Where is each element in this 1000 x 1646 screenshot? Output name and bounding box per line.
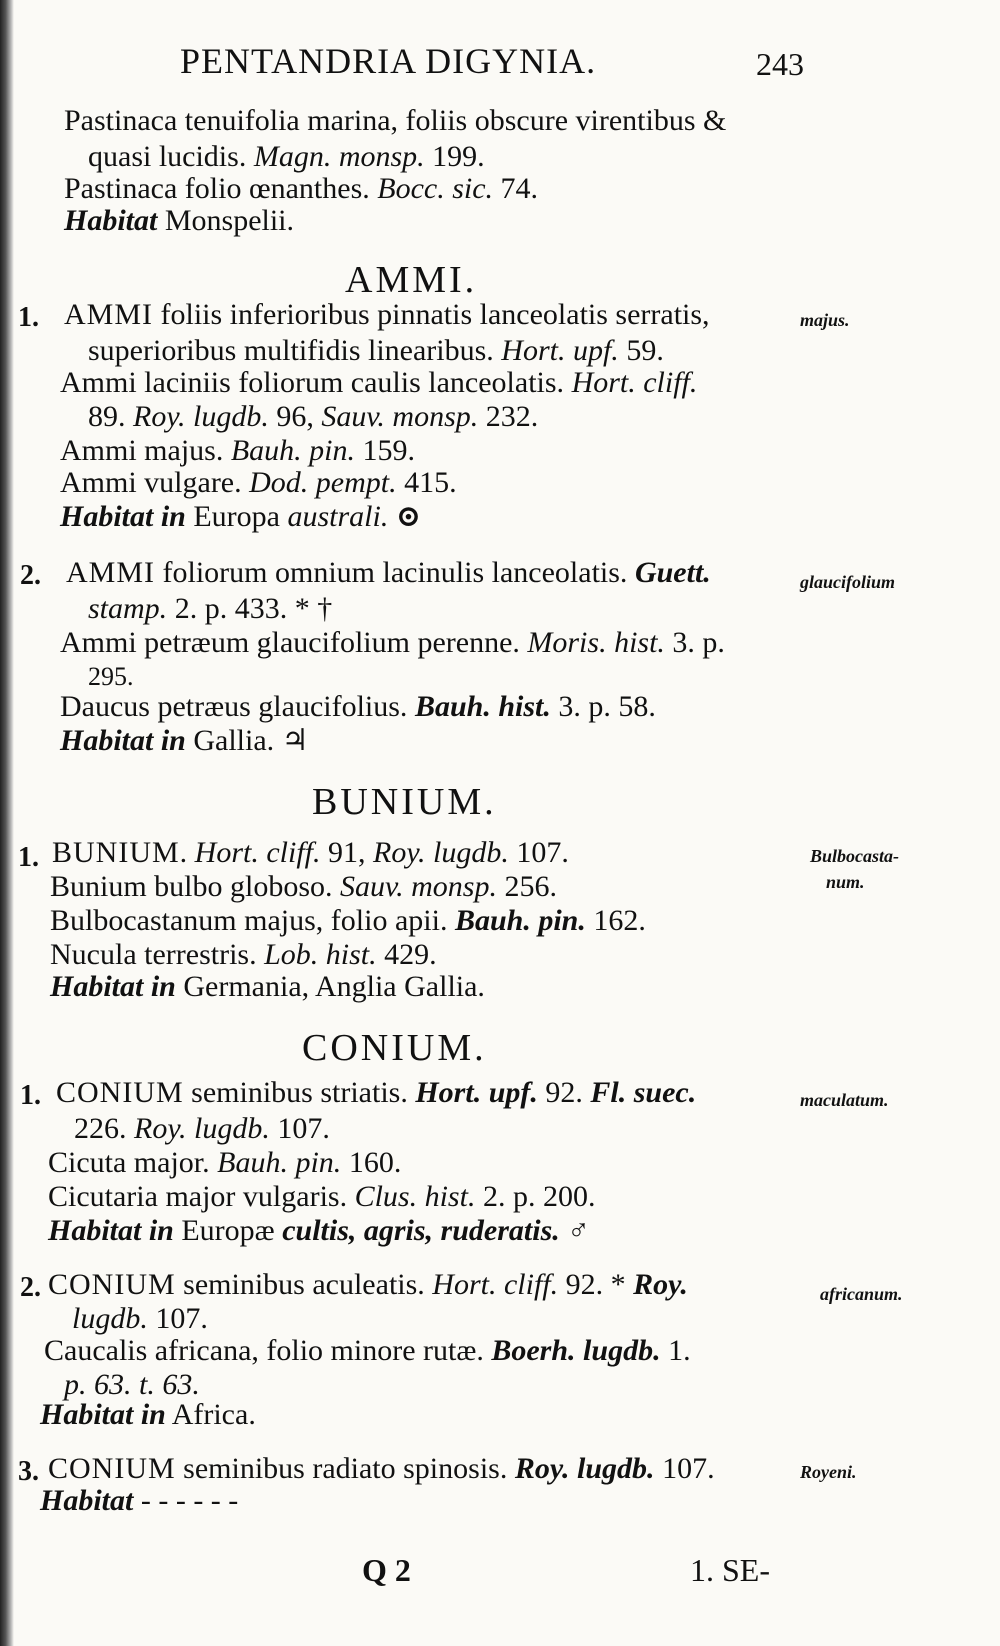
text: 3. p. [664, 626, 725, 659]
biennial-symbol: ♂ [559, 1214, 590, 1247]
text: quasi lucidis. [88, 140, 254, 173]
citation: Roy. lugdb. [514, 1452, 655, 1485]
citation: Magn. monsp. [253, 140, 425, 173]
text: australi. [287, 500, 389, 533]
citation: Hort. cliff. [571, 366, 698, 399]
species-name: AMMI [64, 298, 154, 331]
text: seminibus striatis. [183, 1076, 416, 1109]
text: 226. [74, 1112, 134, 1145]
text: 2. p. 433. * † [167, 592, 333, 625]
habitat-label: Habitat [64, 204, 158, 237]
species-name: CONIUM [48, 1452, 176, 1485]
text: 107. [654, 1452, 715, 1485]
signature-mark: Q 2 [362, 1552, 411, 1588]
text: foliorum omnium lacinulis lanceolatis. [155, 556, 635, 589]
citation: Roy. lugdb. [134, 1112, 270, 1145]
text: Monspelii. [157, 204, 295, 237]
conium-1-line-2 [74, 1112, 330, 1146]
text: - - - - - - [133, 1484, 239, 1517]
text: 1. [660, 1334, 691, 1367]
text: . [179, 836, 195, 869]
bunium-1-line-2 [50, 870, 557, 904]
citation: Sauv. monsp. [321, 400, 479, 433]
citation: Fl. suec. [590, 1076, 697, 1109]
text: Cicutaria major vulgaris. [48, 1180, 355, 1213]
text: 160. [341, 1146, 402, 1179]
text: Ammi laciniis foliorum caulis lanceolatis. [60, 366, 572, 399]
citation: Bauh. hist. [414, 690, 551, 723]
conium-2-line-3 [44, 1334, 691, 1368]
bunium-1-line-1 [52, 836, 569, 870]
text: Europa [185, 500, 288, 533]
pastinaca-line-3 [64, 172, 538, 206]
page-spine-shadow [0, 0, 14, 1646]
annual-symbol: ⊙ [388, 500, 421, 533]
text: Bulbocastanum majus, folio apii. [50, 904, 455, 937]
pastinaca-line-2 [88, 140, 485, 174]
text: Ammi majus. [60, 434, 231, 467]
habitat-label: Habitat in [60, 724, 186, 757]
text: 159. [355, 434, 416, 467]
conium-2-line-4 [64, 1368, 200, 1402]
citation: Hort. cliff. [194, 836, 321, 869]
conium-1-line-3 [48, 1146, 401, 1180]
running-head: PENTANDRIA DIGYNIA. [180, 41, 597, 81]
text: foliis inferioribus pinnatis lanceolatis serratis, [153, 298, 710, 331]
text: 92. [537, 1076, 591, 1109]
citation: Dod. pempt. [249, 466, 397, 499]
citation: Clus. hist. [354, 1180, 476, 1213]
text: seminibus radiato spinosis. [175, 1452, 515, 1485]
ammi-2-line-1 [66, 556, 711, 590]
genus-heading-conium: CONIUM. [302, 1027, 487, 1069]
genus-heading-ammi: AMMI. [345, 259, 478, 301]
text: 91, [320, 836, 374, 869]
citation: Roy. [633, 1268, 688, 1301]
text: Africa. [165, 1398, 256, 1431]
ammi-1-line-5 [60, 434, 415, 468]
citation: Lob. hist. [264, 938, 377, 971]
citation: Bocc. sic. [377, 172, 494, 205]
text: 107. [147, 1302, 208, 1335]
bunium-1-line-4 [50, 938, 437, 972]
species-number: 1. [18, 842, 39, 873]
trivial-name-royeni: Royeni. [800, 1462, 857, 1482]
ammi-2-line-5 [60, 690, 656, 724]
text: 59. [618, 334, 664, 367]
text: 92. * [558, 1268, 634, 1301]
conium-1-habitat [48, 1214, 590, 1248]
species-number: 3. [18, 1456, 39, 1487]
text: 2. p. 200. [475, 1180, 596, 1213]
citation: Roy. lugdb. [373, 836, 509, 869]
ammi-2-line-2 [88, 592, 332, 626]
perennial-symbol: ♃ [281, 724, 309, 757]
text: superioribus multifidis linearibus. [88, 334, 502, 367]
pastinaca-line-1 [64, 104, 726, 138]
text: 89. [88, 400, 133, 433]
species-name: CONIUM [56, 1076, 184, 1109]
citation: lugdb. [72, 1302, 148, 1335]
ammi-1-line-3 [60, 366, 697, 400]
species-number: 1. [18, 302, 39, 333]
ammi-2-line-4 [88, 660, 134, 694]
trivial-name-bulbocastanum-1: Bulbocasta- [810, 846, 900, 866]
text: 96, [268, 400, 322, 433]
habitat-label: Habitat in [60, 500, 186, 533]
citation: Roy. lugdb. [133, 400, 269, 433]
species-number: 2. [20, 560, 41, 591]
ammi-2-habitat [60, 724, 309, 758]
page-header [0, 40, 1000, 90]
text: seminibus aculeatis. [175, 1268, 433, 1301]
genus-heading-bunium: BUNIUM. [312, 781, 497, 823]
text: p. 63. t. 63. [64, 1368, 200, 1401]
citation: Sauv. monsp. [340, 870, 497, 903]
text: cultis, agris, ruderatis. [282, 1214, 560, 1247]
species-name: BUNIUM [52, 836, 180, 869]
habitat-label: Habitat in [48, 1214, 174, 1247]
ammi-1-habitat [60, 500, 421, 534]
bunium-1-line-3 [50, 904, 646, 938]
bunium-1-habitat [50, 970, 485, 1004]
conium-2-line-2 [72, 1302, 208, 1336]
text: 199. [424, 140, 485, 173]
text: 107. [508, 836, 569, 869]
species-name: AMMI [66, 556, 156, 589]
citation: Moris. hist. [527, 626, 665, 659]
species-name: CONIUM [48, 1268, 176, 1301]
text: 74. [493, 172, 539, 205]
citation: Guett. [634, 556, 711, 589]
text: Gallia. [185, 724, 282, 757]
species-number: 2. [20, 1272, 41, 1303]
catchword: 1. SE- [690, 1552, 770, 1588]
ammi-1-line-4 [88, 400, 538, 434]
conium-2-habitat [40, 1398, 256, 1432]
conium-1-line-1 [56, 1076, 696, 1110]
trivial-name-bulbocastanum-2: num. [826, 872, 865, 892]
citation: Bauh. pin. [454, 904, 586, 937]
text: 256. [496, 870, 557, 903]
citation: Hort. upf. [501, 334, 619, 367]
trivial-name-maculatum: maculatum. [800, 1090, 889, 1110]
citation: Boerh. lugdb. [491, 1334, 661, 1367]
pastinaca-habitat [64, 204, 294, 238]
citation: Hort. upf. [415, 1076, 538, 1109]
text: Nucula terrestris. [50, 938, 265, 971]
species-number: 1. [20, 1080, 41, 1111]
text: Ammi vulgare. [60, 466, 250, 499]
ammi-1-line-2 [88, 334, 664, 368]
text: Bunium bulbo globoso. [50, 870, 341, 903]
text: 295. [88, 662, 134, 691]
habitat-label: Habitat in [50, 970, 176, 1003]
habitat-label: Habitat [40, 1484, 134, 1517]
page-number: 243 [756, 46, 804, 82]
text: Germania, Anglia Gallia. [175, 970, 485, 1003]
text: 107. [269, 1112, 330, 1145]
ammi-1-line-6 [60, 466, 457, 500]
conium-1-line-4 [48, 1180, 595, 1214]
citation: Hort. cliff. [432, 1268, 559, 1301]
text: Europæ [173, 1214, 283, 1247]
text: Cicuta major. [48, 1146, 218, 1179]
text: Pastinaca folio œnanthes. [64, 172, 378, 205]
text: Caucalis africana, folio minore rutæ. [44, 1334, 492, 1367]
ammi-1-line-1 [64, 298, 710, 332]
text: 415. [396, 466, 457, 499]
conium-2-line-1 [48, 1268, 688, 1302]
citation: stamp. [88, 592, 168, 625]
trivial-name-majus: majus. [800, 310, 850, 330]
citation: Bauh. pin. [230, 434, 356, 467]
text: 162. [585, 904, 646, 937]
text: 429. [376, 938, 437, 971]
habitat-label: Habitat in [40, 1398, 166, 1431]
ammi-2-line-3 [60, 626, 725, 660]
trivial-name-africanum: africanum. [820, 1284, 903, 1304]
text: Ammi petræum glaucifolium perenne. [60, 626, 528, 659]
trivial-name-glaucifolium: glaucifolium [800, 572, 896, 592]
pastinaca-line-1-text: Pastinaca tenuifolia marina, foliis obscure virentibus & [64, 104, 727, 137]
text: 232. [478, 400, 539, 433]
conium-3-line-1 [48, 1452, 715, 1486]
conium-3-habitat [40, 1484, 238, 1518]
text: Daucus petræus glaucifolius. [60, 690, 415, 723]
text: 3. p. 58. [550, 690, 656, 723]
citation: Bauh. pin. [217, 1146, 342, 1179]
